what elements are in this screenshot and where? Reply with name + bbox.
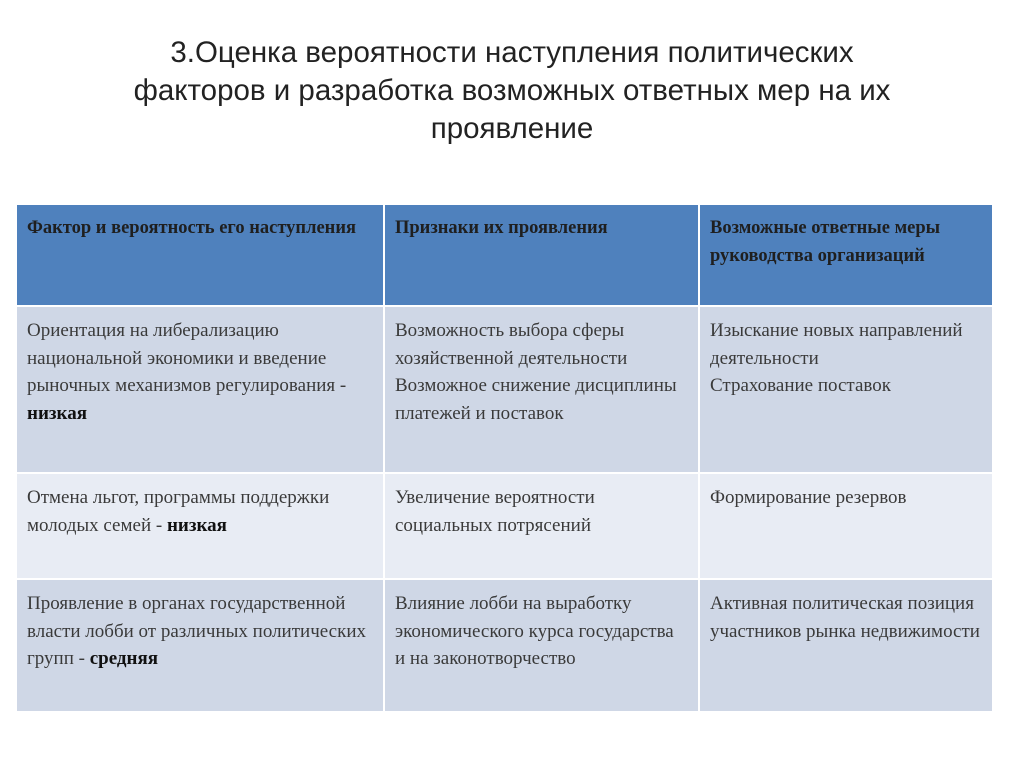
table-header-row [16, 204, 993, 306]
factor-cell [16, 306, 384, 473]
sign-item: Возможное снижение дисциплины платежей и поставок [395, 375, 677, 424]
measure-item: Активная политическая позиция участников рынка недвижимости [710, 593, 980, 642]
table-row [16, 306, 993, 473]
sign-item: Возможность выбора сферы хозяйственной деятельности [395, 320, 628, 369]
factors-table [15, 203, 994, 713]
measure-item: Страхование поставок [710, 375, 891, 396]
signs-cell [384, 579, 699, 712]
measure-item: Изыскание новых направлений деятельности [710, 320, 963, 369]
signs-cell [384, 473, 699, 579]
header-factor: Фактор и вероятность его наступления [16, 204, 384, 306]
header-measures: Возможные ответные меры руководства организаций [699, 204, 993, 306]
sign-item: Увеличение вероятности социальных потрясений [395, 487, 595, 536]
measures-cell [699, 579, 993, 712]
probability-level: низкая [27, 402, 87, 424]
measures-cell [699, 473, 993, 579]
slide-title [40, 34, 984, 148]
table-row [16, 473, 993, 579]
slide-title-line-1: 3.Оценка вероятности наступления политических [170, 36, 854, 69]
measures-cell [699, 306, 993, 473]
factor-cell [16, 579, 384, 712]
probability-level: средняя [89, 648, 159, 669]
factor-text: Проявление в органах государственной власти лобби от различных политических групп - [27, 593, 366, 669]
slide-title-line-2: факторов и разработка возможных ответных мер на их [133, 74, 891, 107]
header-signs: Признаки их проявления [384, 204, 699, 306]
signs-cell [384, 306, 699, 473]
factor-cell [16, 473, 384, 579]
table-row [16, 579, 993, 712]
probability-level: низкая [166, 514, 227, 536]
slide-title-line-3: проявление [430, 112, 594, 145]
factor-text: Отмена льгот, программы поддержки молодых семей - [27, 487, 330, 536]
factor-text: Ориентация на либерализацию национальной экономики и введение рыночных механизмов регулирования - [27, 320, 347, 396]
sign-item: Влияние лобби на выработку экономического курса государства и на законотворчество [395, 593, 674, 669]
measure-item: Формирование резервов [710, 487, 907, 508]
